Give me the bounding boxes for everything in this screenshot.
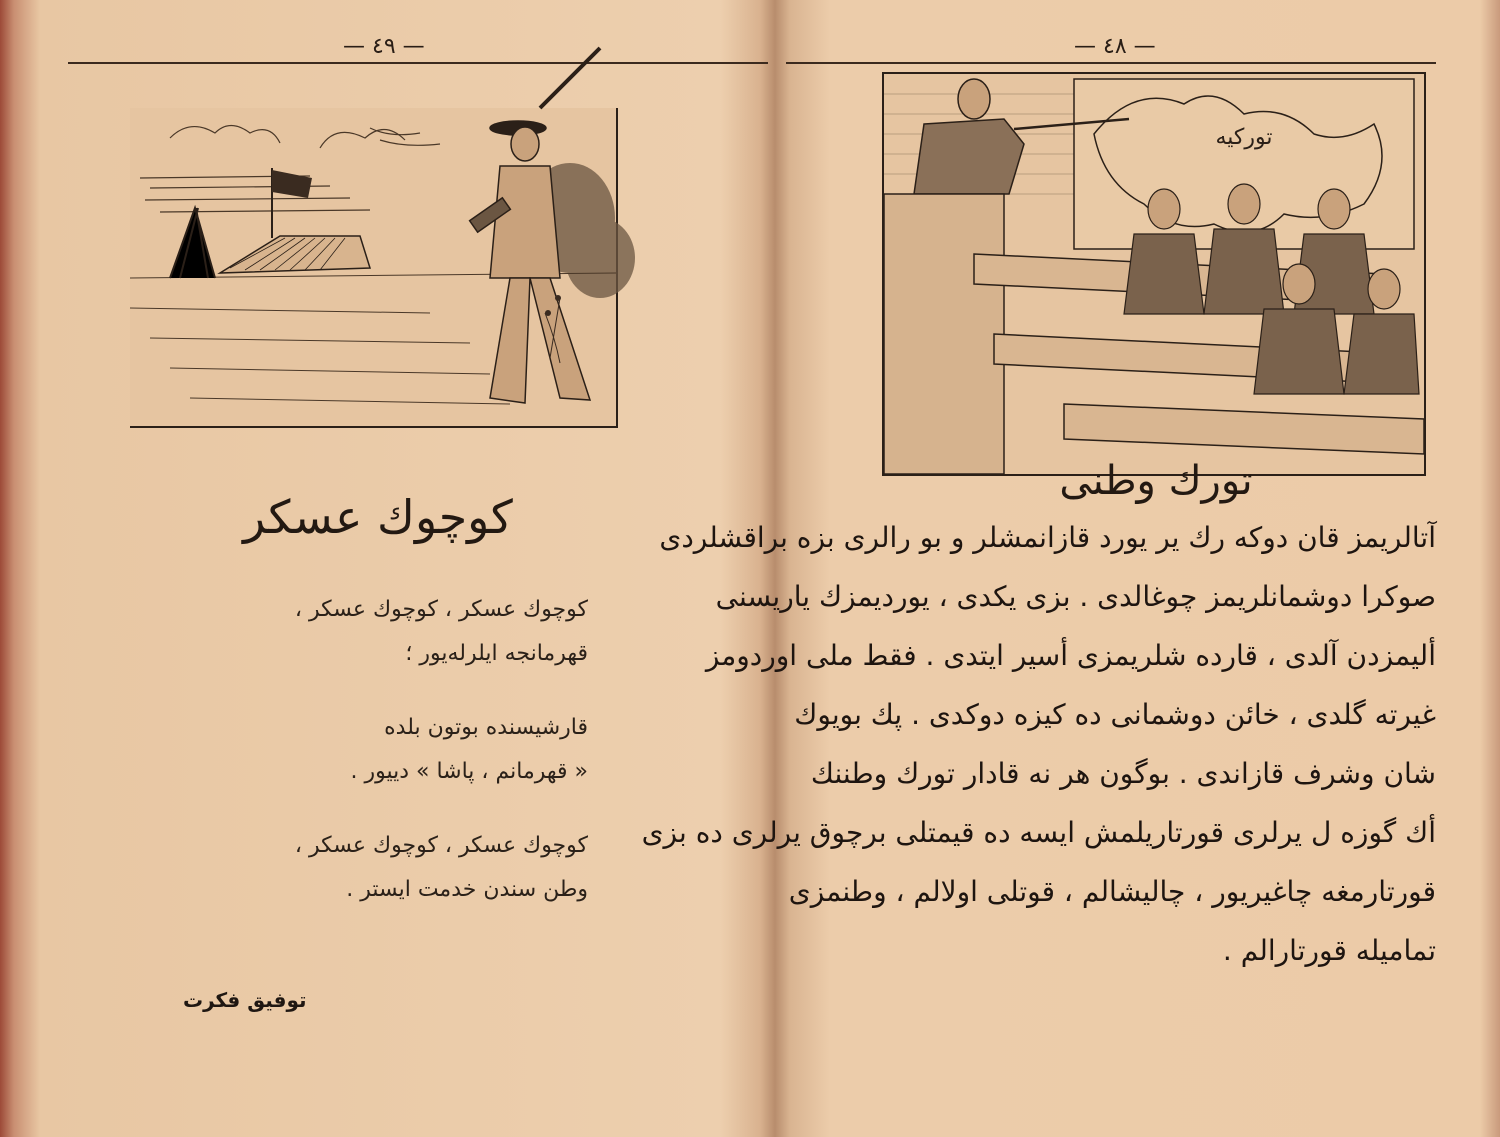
body-line: آتالریمز قان دوکه رك یر یورد قازانمشلر و بو رالری بزه براقشلردی [659, 521, 1436, 554]
classroom-illustration [882, 72, 1426, 476]
stanza [188, 588, 588, 676]
body-line: صوكرا دوشمانلریمز چوغالدی . بزی یکدی ، یوردیمزك یاریسنی [715, 580, 1436, 613]
poem-line: قهرمانجه ایلرله‌یور ؛ [405, 641, 588, 666]
poem-line: قارشیسنده بوتون بلده [384, 715, 588, 740]
body-line: شان وشرف قازاندی . بوگون هر نه قادار تورك وطننك [810, 757, 1436, 790]
poem-line: « قهرمانم ، پاشا » دییور . [350, 759, 588, 784]
poem-line: کوچوك عسکر ، کوچوك عسکر ، [294, 833, 588, 858]
lesson-title: تورك وطنی [1059, 458, 1253, 504]
stanza [188, 706, 588, 794]
left-page [38, 20, 768, 1130]
header-rule [786, 62, 1436, 64]
body-line: تمامیله قورتارالم . [1222, 934, 1436, 967]
body-line: غیرته گلدی ، خائن دوشمانی ده کیزه دوکدی . پك بویوك [794, 698, 1436, 731]
stanza [188, 824, 588, 912]
soldier-engraving [130, 108, 616, 426]
poem-author: توفیق فکرت [183, 988, 307, 1012]
body-line: قورتارمغه چاغیریور ، چالیشالم ، قوتلی اولالم ، وطنمزی [788, 875, 1436, 908]
poem-line: کوچوك عسکر ، کوچوك عسکر ، [294, 597, 588, 622]
poem-title: کوچوك عسکر [243, 490, 513, 544]
page-number: — ٤٩ — [343, 34, 425, 59]
body-line: أك گوزه ل یرلری قورتاریلمش ایسه ده قیمتلی برچوق یرلری ده بزی [641, 816, 1436, 849]
header-rule [68, 62, 768, 64]
poem [188, 588, 588, 942]
right-page [641, 20, 1486, 1130]
body-line: ألیمزدن آلدی ، قارده شلریمزی أسیر ایتدی . فقط ملی اوردومز [705, 639, 1436, 672]
lesson-body [641, 508, 1436, 980]
classroom-engraving [884, 74, 1424, 474]
page-number: — ٤٨ — [1074, 34, 1156, 59]
soldier-illustration [130, 108, 618, 428]
poem-line: وطن سندن خدمت ایستر . [346, 877, 588, 902]
map-label: تورکیه [1215, 125, 1273, 150]
